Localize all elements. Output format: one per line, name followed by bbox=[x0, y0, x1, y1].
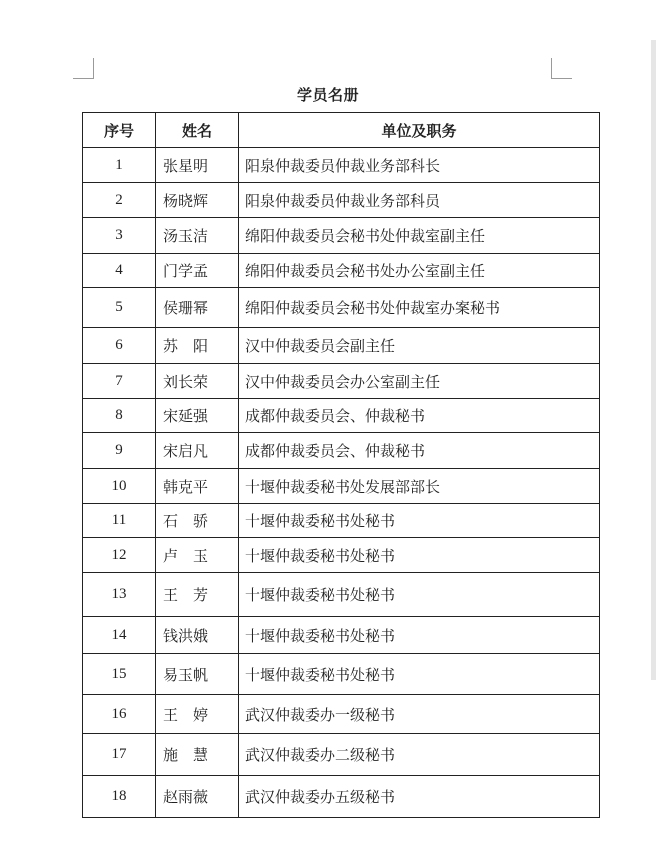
row-name: 侯珊幂 bbox=[156, 288, 239, 328]
row-name: 张星明 bbox=[156, 148, 239, 183]
row-name: 门学孟 bbox=[156, 254, 239, 288]
row-name: 宋延强 bbox=[156, 399, 239, 433]
row-number: 5 bbox=[83, 288, 156, 328]
table-row bbox=[83, 399, 600, 433]
row-name: 刘长荣 bbox=[156, 364, 239, 399]
row-position: 阳泉仲裁委员仲裁业务部科员 bbox=[239, 183, 600, 218]
row-name: 王 芳 bbox=[156, 573, 239, 617]
row-name: 赵雨薇 bbox=[156, 776, 239, 818]
table-row bbox=[83, 617, 600, 654]
row-number: 2 bbox=[83, 183, 156, 218]
row-position: 汉中仲裁委员会办公室副主任 bbox=[239, 364, 600, 399]
row-position: 十堰仲裁委秘书处秘书 bbox=[239, 654, 600, 695]
row-number: 8 bbox=[83, 399, 156, 433]
table-body bbox=[83, 148, 600, 818]
table-row bbox=[83, 364, 600, 399]
table-row bbox=[83, 218, 600, 254]
row-number: 13 bbox=[83, 573, 156, 617]
row-position: 武汉仲裁委办二级秘书 bbox=[239, 734, 600, 776]
header-position: 单位及职务 bbox=[239, 113, 600, 148]
row-position: 成都仲裁委员会、仲裁秘书 bbox=[239, 399, 600, 433]
table-row bbox=[83, 734, 600, 776]
header-name: 姓名 bbox=[156, 113, 239, 148]
table-row bbox=[83, 254, 600, 288]
table-row bbox=[83, 654, 600, 695]
table-row bbox=[83, 538, 600, 573]
table-row bbox=[83, 328, 600, 364]
row-position: 十堰仲裁委秘书处秘书 bbox=[239, 573, 600, 617]
table-row bbox=[83, 573, 600, 617]
table-row bbox=[83, 469, 600, 504]
row-position: 十堰仲裁委秘书处发展部部长 bbox=[239, 469, 600, 504]
row-name: 卢 玉 bbox=[156, 538, 239, 573]
window-edge bbox=[651, 40, 656, 680]
row-name: 石 骄 bbox=[156, 504, 239, 538]
row-number: 16 bbox=[83, 695, 156, 734]
row-position: 成都仲裁委员会、仲裁秘书 bbox=[239, 433, 600, 469]
row-name: 杨晓辉 bbox=[156, 183, 239, 218]
row-position: 绵阳仲裁委员会秘书处办公室副主任 bbox=[239, 254, 600, 288]
table-row bbox=[83, 776, 600, 818]
row-number: 6 bbox=[83, 328, 156, 364]
row-name: 王 婷 bbox=[156, 695, 239, 734]
row-number: 1 bbox=[83, 148, 156, 183]
row-position: 十堰仲裁委秘书处秘书 bbox=[239, 617, 600, 654]
row-number: 14 bbox=[83, 617, 156, 654]
row-number: 3 bbox=[83, 218, 156, 254]
row-position: 十堰仲裁委秘书处秘书 bbox=[239, 538, 600, 573]
table-row bbox=[83, 433, 600, 469]
row-name: 易玉帆 bbox=[156, 654, 239, 695]
row-name: 施 慧 bbox=[156, 734, 239, 776]
row-name: 宋启凡 bbox=[156, 433, 239, 469]
row-position: 武汉仲裁委办五级秘书 bbox=[239, 776, 600, 818]
row-number: 17 bbox=[83, 734, 156, 776]
table-row bbox=[83, 148, 600, 183]
row-number: 9 bbox=[83, 433, 156, 469]
row-position: 阳泉仲裁委员仲裁业务部科长 bbox=[239, 148, 600, 183]
row-number: 15 bbox=[83, 654, 156, 695]
page-corner-mark-left bbox=[73, 58, 94, 79]
row-position: 汉中仲裁委员会副主任 bbox=[239, 328, 600, 364]
row-name: 钱洪娥 bbox=[156, 617, 239, 654]
row-position: 绵阳仲裁委员会秘书处仲裁室副主任 bbox=[239, 218, 600, 254]
row-number: 4 bbox=[83, 254, 156, 288]
row-number: 7 bbox=[83, 364, 156, 399]
table-header-row bbox=[83, 113, 600, 148]
table-row bbox=[83, 695, 600, 734]
header-number: 序号 bbox=[83, 113, 156, 148]
student-roster-table bbox=[82, 112, 600, 818]
row-position: 武汉仲裁委办一级秘书 bbox=[239, 695, 600, 734]
table-row bbox=[83, 504, 600, 538]
row-number: 11 bbox=[83, 504, 156, 538]
table-row bbox=[83, 183, 600, 218]
row-number: 10 bbox=[83, 469, 156, 504]
row-position: 绵阳仲裁委员会秘书处仲裁室办案秘书 bbox=[239, 288, 600, 328]
row-name: 苏 阳 bbox=[156, 328, 239, 364]
row-name: 韩克平 bbox=[156, 469, 239, 504]
document-title: 学员名册 bbox=[296, 86, 359, 104]
row-number: 18 bbox=[83, 776, 156, 818]
row-number: 12 bbox=[83, 538, 156, 573]
table-row bbox=[83, 288, 600, 328]
row-name: 汤玉洁 bbox=[156, 218, 239, 254]
page-corner-mark-right bbox=[551, 58, 572, 79]
row-position: 十堰仲裁委秘书处秘书 bbox=[239, 504, 600, 538]
